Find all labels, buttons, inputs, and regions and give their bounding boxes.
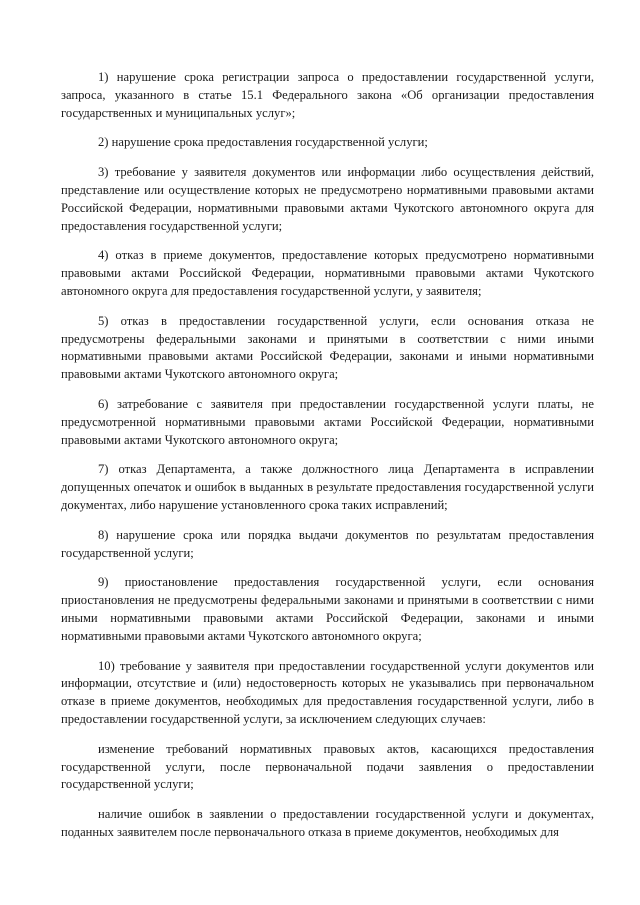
paragraph-4: 4) отказ в приеме документов, предоставление которых предусмотрено нормативными правовыми актами Российской Федерации, нормативными правовыми актами Чукотского автономного округа для предоставления государственной услуги, у заявителя; — [61, 248, 594, 298]
paragraph-1: 1) нарушение срока регистрации запроса о предоставлении государственной услуги, запроса, указанного в статье 15.1 Федерального закона «Об организации предоставления государственных и муниципальных услуг»; — [61, 70, 594, 120]
paragraph-8: 8) нарушение срока или порядка выдачи документов по результатам предоставления государственной услуги; — [61, 527, 594, 560]
paragraph-9: 9) приостановление предоставления государственной услуги, если основания приостановления не предусмотрены федеральными законами и принятыми в соответствии с ними иными нормативными правовыми актами Российской Федерации, законами и иными нормативными правовыми актами Чукотского автономного округа; — [61, 575, 594, 643]
paragraph-3: 3) требование у заявителя документов или информации либо осуществления действий, представление или осуществление которых не предусмотрено нормативными правовыми актами Российской Федерации, нормативными правовыми актами Чукотского автономного округа для предоставления государственной услуги; — [61, 165, 594, 233]
paragraph-exception-2: наличие ошибок в заявлении о предоставлении государственной услуги и документах, поданных заявителем после первоначального отказа в приеме документов, необходимых для — [61, 807, 594, 839]
paragraph-7: 7) отказ Департамента, а также должностного лица Департамента в исправлении допущенных опечаток и ошибок в выданных в результате предоставления государственной услуги документах, либо нарушение установленного срока таких исправлений; — [61, 462, 594, 512]
paragraph-6: 6) затребование с заявителя при предоставлении государственной услуги платы, не предусмотренной нормативными правовыми актами Российской Федерации, нормативными правовыми актами Чукотского автономного округа; — [61, 396, 594, 447]
paragraph-10: 10) требование у заявителя при предоставлении государственной услуги документов или информации, отсутствие и (или) недостоверность которых не указывались при первоначальном отказе в приеме документов, необходимых для предоставления государственной услуги, либо в предоставлении государственной услуги, за исключением следующих случаев: — [61, 658, 594, 726]
paragraph-5: 5) отказ в предоставлении государственной услуги, если основания отказа не предусмотрены федеральными законами и принятыми в соответствии с ними иными нормативными правовыми актами Российской Федерации, законами и иными нормативными правовыми актами Чукотского автономного округа; — [61, 313, 594, 382]
paragraph-exception-1: изменение требований нормативных правовых актов, касающихся предоставления государственной услуги, после первоначальной подачи заявления о предоставлении государственной услуги; — [61, 741, 594, 792]
document-body — [61, 69, 594, 854]
paragraph-2: 2) нарушение срока предоставления государственной услуги; — [98, 135, 428, 150]
